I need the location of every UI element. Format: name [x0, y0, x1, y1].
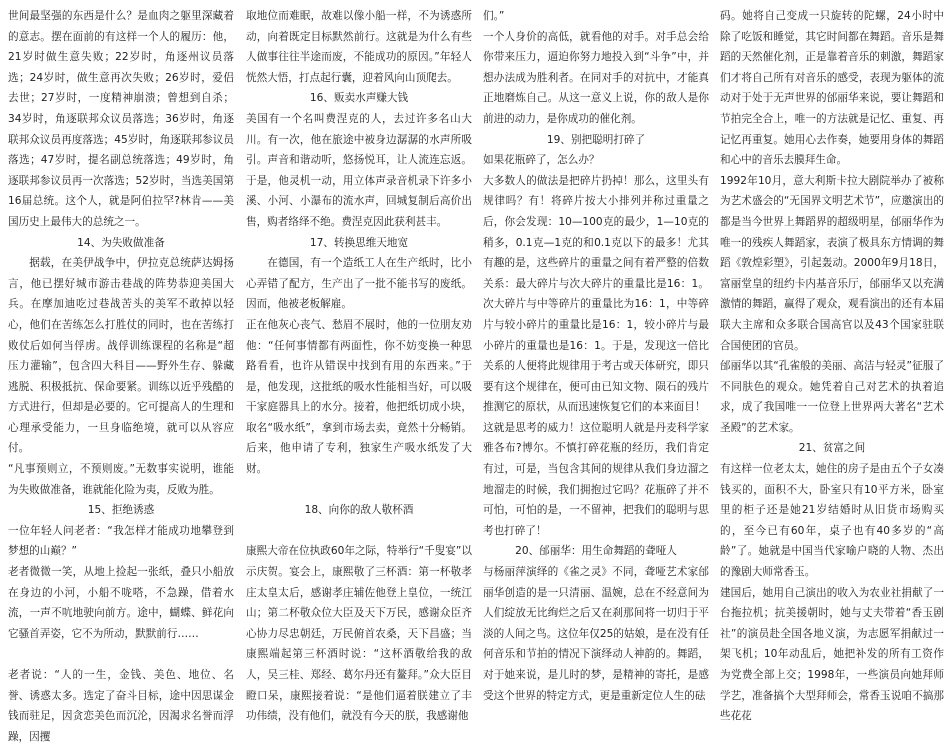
paragraph: 美国有一个名叫费涅克的人，去过许多名山大川。有一次，他在旅途中被身边潺潺的水声所吸引。声音和谐动听，悠扬悦耳，让人流连忘返。于是，他灵机一动，用立体声录音机录下许多小溪、小河、小瀑布的流水声，回城复制后高价出售，购者络绎不绝。费涅克因此获利甚丰。	[246, 112, 472, 228]
section-heading: 14、为失败做准备	[77, 236, 165, 249]
spacer	[246, 480, 472, 501]
paragraph: 老者说：“人的一生，金钱、美色、地位、名誉、诱惑太多。选定了奋斗目标，途中因思谋金钱而驻足，因贪恋美色而沉沦，因渴求名誉而浮躁，因攫	[8, 669, 234, 743]
paragraph: 一个人身价的高低，就看他的对手。对手总会给你带来压力，逼迫你努力地投入到“斗争”中，并想办法成为胜利者。在同对手的对抗中，才能真正地磨炼自己。从这一意义上说，你的敌人是你前进的动力，是你成功的催化剂。	[483, 30, 709, 125]
column-4	[720, 6, 944, 723]
paragraph: 一位年轻人问老者：“我怎样才能成功地攀登到梦想的山巅？”	[8, 524, 234, 558]
paragraph: 邰丽华以其“孔雀般的美丽、高洁与轻灵”征服了不同肤色的观众。她凭着自己对艺术的执着追求，成了我国唯一一位登上世界两大著名“艺术圣殿”的艺术家。	[720, 360, 944, 434]
column-3	[483, 6, 709, 702]
paragraph: 取地位而难眠，故难以像小船一样，不为诱惑所动，向着既定目标默然前行。这就是为什么有些人做事往往半途而废，不能成功的原因。”年轻人恍然大悟，打点起行囊，迎着风向山顶爬去。	[246, 10, 472, 84]
paragraph: 老者微微一笑，从地上捡起一张纸，叠只小船放在身边的小河，小船不咙嗒，不急躁，借着水流，一声不吭地驶向前方。途中，蝴蝶、鲜花向它骚首弄姿，它不为所动，默默前行……	[8, 566, 234, 640]
section-heading: 19、别把聪明打碎了	[546, 133, 646, 146]
paragraph: 据载，在美伊战争中，伊拉克总统萨达姆扬言，他已摆好城市游击巷战的阵势恭迎美国大兵。在摩加迪吃过巷战苦头的美军不敢掉以轻心，他们在苦练怎么打胜仗的同时，也在苦练打败仗后如何当俘虏。战俘训练课程的名称是“超压力灌输”，包含四大科目——野外生存、躲藏逃脱、积极抵抗、保命要紧。训练以近乎残酷的方式进行，但却是必要的。它可提高人的生理和心理承受能力，一旦身临绝境，就可以从容应付。	[8, 257, 234, 455]
paragraph: 1992年10月，意大利斯卡拉大剧院举办了被称为艺术盛会的“无国界文明艺术节”，应邀演出的都是当今世界上舞蹈界的超级明星，邰丽华作为唯一的残疾人舞蹈家，表演了极具东方情调的舞蹈《敦煌彩塑》，引起轰动。2000年9月18日，富丽堂皇的纽约卡内基音乐厅，邰丽华又以充满激情的舞蹈，赢得了观众，观看演出的还有本届联大主席和众多联合国高官以及43个国家驻联合国使团的官员。	[720, 174, 944, 352]
paragraph: 大多数人的做法是把碎片扔掉！那么，这里头有规律吗？有！将碎片按大小排列并称过重量之后，你会发现：10—100克的最少，1—10克的稍多，0.1克—1克的和0.1克以下的最多！尤其有趣的是，这些碎片的重量之间有着严整的倍数关系：最大碎片与次大碎片的重量比是16：1。次大碎片与中等碎片的重量比为16：1，中等碎片与较小碎片的重量比是16：1，较小碎片与最小碎片的重量也是16：1。于是，发现这一倍比关系的人便将此规律用于考古或天体研究，即只要有这个规律在，便可由已知文物、陨石的残片推测它的原状，从而迅速恢复它们的本来面目！	[483, 174, 709, 414]
section-heading: 16、贩卖水声赚大钱	[309, 92, 409, 105]
section-heading: 15、拒绝诱惑	[87, 504, 155, 517]
paragraph: 建国后，她用自己演出的收入为农业社捐献了一台拖拉机；抗美援朝时，她与丈夫带着“香玉剧社”的演员赴全国各地义演，为志愿军捐献过一架飞机；10年动乱后，她把补发的所有工资作为党费全部上交；1998年，一些演员向她拜师学艺，准备搞个大型拜师会，常香玉说咱不搞那些花花	[720, 586, 944, 723]
spacer	[8, 644, 234, 665]
paragraph: 如果花瓶碎了，怎么办？	[483, 154, 600, 167]
paragraph: 们。”	[483, 10, 505, 22]
section-heading: 20、邰丽华：用生命舞蹈的聋哑人	[515, 545, 677, 558]
paragraph: 这就是思考的威力！这位聪明人就是丹麦科学家雅各布?博尔。不慎打碎花瓶的经历，我们肯定有过，可是，当包含其间的规律从我们身边溜之地溜走的时候，我们拥抱过它吗？花瓶碎了并不可怕，可怕的是，一不留神，把我们的聪明与思考也打碎了！	[483, 421, 709, 537]
paragraph: 康熙大帝在位执政60年之际，特举行“千叟宴”以示庆贺。宴会上，康熙敬了三杯酒：第一杯敬孝庄太皇太后，感谢孝庄辅佐他登上皇位，一统江山；第二杯敬众位大臣及天下万民，感谢众臣齐心协力尽忠朝廷，万民俯首农桑，天下昌盛；当康熙端起第三杯酒时说：“这杯酒敬给我的敌人，吴三桂、郑经、葛尔丹还有鳌拜。”众大臣目瞪口呆，康熙接着说：“是他们逼着朕建立了丰功伟绩，没有他们，就没有今天的朕，我感谢他	[246, 545, 472, 723]
spacer	[246, 521, 472, 542]
paragraph: 世间最坚强的东西是什么？是血肉之躯里深藏着的意志。摆在面前的有这样一个人的履历：他，21岁时做生意失败；22岁时，角逐州议员落选；24岁时，做生意再次失败；26岁时，爱侣去世；27岁时，一度精神崩溃；曾想到自杀；34岁时，角逐联邦众议员落选；36岁时，角逐联邦众议员再度落选；45岁时，角逐联邦参议员落选；47岁时，提名副总统落选；49岁时，角逐联邦参议员再一次落选；52岁时，当选美国第16届总统。这个人，就是阿伯拉罕?林肯——美国历史上最伟大的总统之一。	[8, 10, 234, 228]
paragraph: 正在他灰心丧气、愁眉不展时，他的一位朋友劝他：“任何事情都有两面性，你不妨变换一种思路看看，也许从错误中找到有用的东西来。”于是，他发现，这批纸的吸水性能相当好，可以吸干家庭器具上的水分。接着，他把纸切成小块，取名“吸水纸”，拿到市场去卖，竟然十分畅销。后来，他申请了专利，独家生产吸水纸发了大财。	[246, 318, 472, 476]
paragraph: 在德国，有一个造纸工人在生产纸时，比小心弄错了配方，生产出了一批不能书写的废纸。因而，他被老板解雇。	[246, 257, 472, 311]
column-1	[8, 6, 234, 743]
column-2	[246, 6, 472, 723]
section-heading: 18、向你的敌人敬杯酒	[304, 504, 414, 517]
paragraph: 与杨丽萍演绎的《雀之灵》不同，聋哑艺术家邰丽华创造的是一只清丽、温婉，总在不经意间为人们绽放无比绚烂之后又在刹那间将一切归于平淡的人间之鸟。这位年仅25的姑娘，是在没有任何音乐和节拍的情况下演绎动人神韵的。舞蹈，对于她来说，是儿时的梦，是精神的寄托，是感受这个世界的特定方式，更是重新定位人生的砝	[483, 566, 709, 702]
paragraph: 码。她将自己变成一只旋转的陀螺，24小时中除了吃饭和睡觉，其它时间都在舞蹈。音乐是舞蹈的天然催化剂，正是靠着音乐的刺激，舞蹈家们才将自己所有对音乐的感受，表现为躯体的流动对于处于无声世界的邰丽华来说，要让舞蹈和节拍完全合上，唯一的方法就是记忆、重复、再记忆再重复。她用心去作奏，她要用身体的舞蹈和心中的音乐去膜拜生命。	[720, 10, 944, 167]
section-heading: 17、转换思维天地宽	[309, 236, 409, 249]
section-heading: 21、贫富之间	[798, 442, 866, 455]
paragraph: 有这样一位老太太，她住的房子是由五个子女凑钱买的，面积不大，卧室只有10平方米，卧室里的柜子还是她21岁结婚时从旧货市场购买的，至今已有60年，桌子也有40多岁的“高龄”了。她就是中国当代家喻户晓的人物、杰出的豫剧大师常香玉。	[720, 463, 944, 579]
paragraph: “凡事预则立，不预则废。”无数事实说明，谁能为失败做准备，谁就能化险为夷，反败为胜。	[8, 463, 234, 496]
